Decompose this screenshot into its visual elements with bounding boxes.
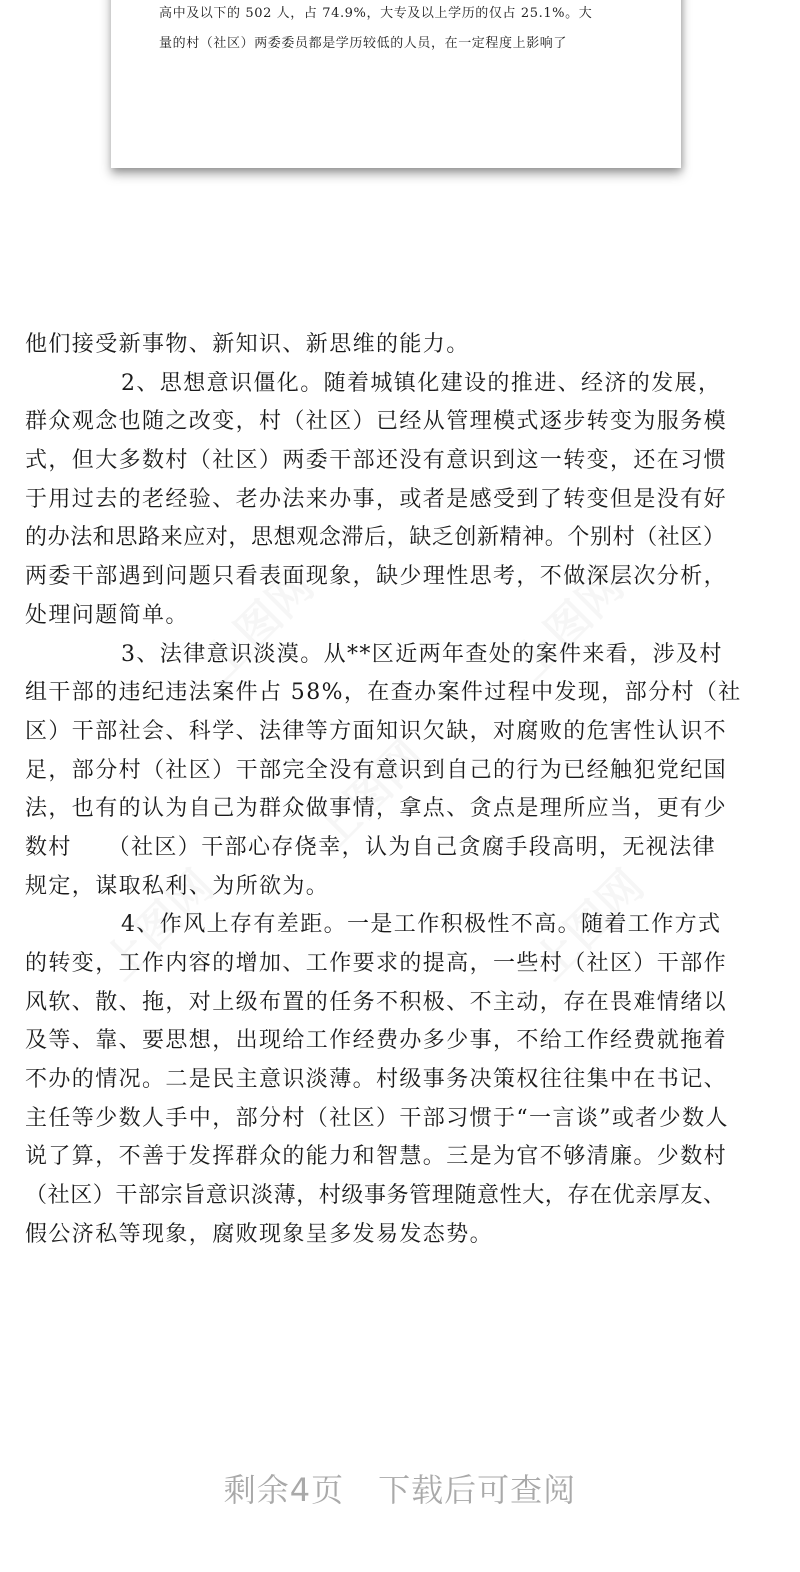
text-line: 式，但大多数村（社区）两委干部还没有意识到这一转变，还在习惯 — [25, 448, 728, 474]
paragraph-heading: 3、法律意识淡漠。从**区近两年查处的案件来看，涉及村 — [121, 641, 723, 667]
text-line: 主任等少数人手中，部分村（社区）干部习惯于“一言谈”或者少数人 — [25, 1105, 729, 1131]
text-line: 的转变，工作内容的增加、工作要求的提高，一些村（社区）干部作 — [25, 951, 728, 976]
remaining-pages-label[interactable]: 剩余4页 — [223, 1471, 345, 1509]
text-line: 说了算，不善于发挥群众的能力和智慧。三是为官不够清廉。少数村 — [25, 1144, 728, 1170]
text-line: 两委干部遇到问题只看表面现象，缺少理性思考，不做深层次分析， — [25, 564, 728, 590]
text-line: 及等、靠、要思想，出现给工作经费办多少事，不给工作经费就拖着 — [25, 1028, 728, 1054]
paragraph-heading: 4、作风上存有差距。一是工作积极性不高。随着工作方式 — [121, 912, 722, 938]
text-line: 处理问题简单。 — [25, 602, 189, 628]
download-prompt[interactable] — [0, 1465, 800, 1511]
text-line: 规定，谋取私利、为所欲为。 — [25, 873, 330, 899]
text-line: 的办法和思路来应对，思想观念滞后，缺乏创新精神。个别村（社区） — [25, 525, 726, 551]
previous-page-preview — [111, 0, 681, 168]
text-line: 组干部的违纪违法案件占 58%，在查办案件过程中发现，部分村（社 — [25, 680, 742, 706]
preview-line: 高中及以下的 502 人，占 74.9%，大专及以上学历的仅占 25.1%。大 — [159, 6, 593, 21]
text-line: 不办的情况。二是民主意识淡薄。村级事务决策权往往集中在书记、 — [25, 1067, 728, 1093]
text-line: 法，也有的认为自己为群众做事情，拿点、贪点是理所应当，更有少 — [25, 796, 728, 822]
text-line: 足，部分村（社区）干部完全没有意识到自己的行为已经触犯党纪国 — [25, 757, 728, 783]
preview-line: 量的村（社区）两委委员都是学历较低的人员，在一定程度上影响了 — [159, 36, 568, 51]
paragraph-heading: 2、思想意识僵化。随着城镇化建设的推进、经济的发展， — [121, 370, 722, 396]
text-line: （社区）干部宗旨意识淡薄，村级事务管理随意性大，存在优亲厚友、 — [25, 1183, 726, 1209]
text-line: 假公济私等现象，腐败现象呈多发易发态势。 — [25, 1221, 494, 1247]
text-line: 群众观念也随之改变，村（社区）已经从管理模式逐步转变为服务模 — [25, 409, 728, 435]
download-to-view-label[interactable]: 下载后可查阅 — [378, 1471, 577, 1509]
text-line: 于用过去的老经验、老办法来办事，或者是感受到了转变但是没有好 — [25, 486, 728, 512]
text-line: 风软、散、拖，对上级布置的任务不积极、不主动，存在畏难情绪以 — [25, 989, 728, 1015]
text-line: 他们接受新事物、新知识、新思维的能力。 — [25, 332, 470, 357]
text-line: 数村 （社区）干部心存侥幸，认为自己贪腐手段高明，无视法律 — [25, 834, 717, 860]
text-line: 区）干部社会、科学、法律等方面知识欠缺，对腐败的危害性认识不 — [25, 718, 728, 744]
document-body — [25, 326, 777, 1255]
